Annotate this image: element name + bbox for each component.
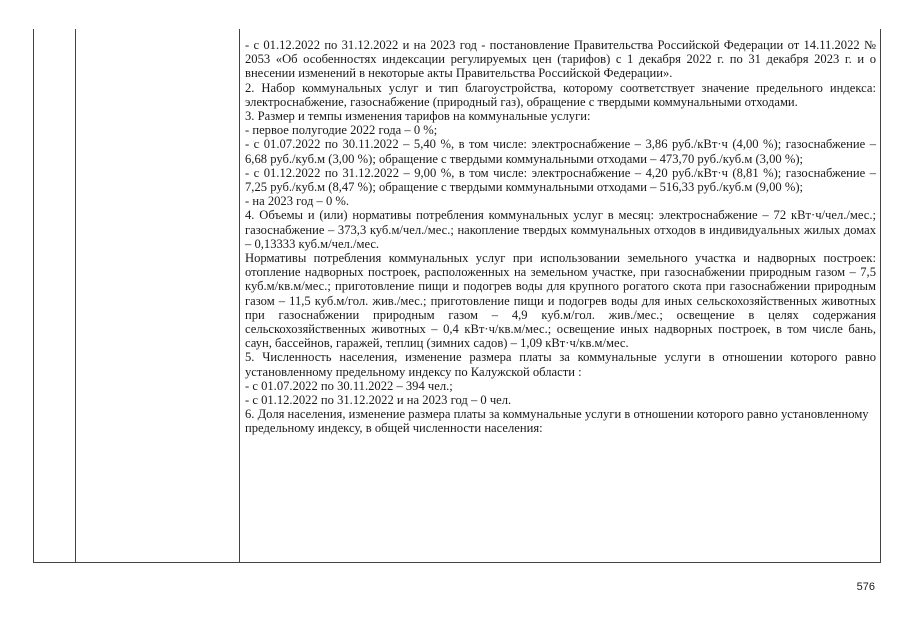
- paragraph: 4. Объемы и (или) нормативы потребления коммунальных услуг в месяц: электроснабжение – 72 кВт·ч/чел./мес.; газоснабжение – 373,3 куб.м/чел./мес.; накопление твердых коммунальных отходов в индивидуальных жилых домах – 0,13333 куб.м/чел./мес.: [245, 208, 876, 251]
- page-number: 576: [856, 581, 875, 593]
- column-divider: [239, 29, 240, 562]
- content-cell: [245, 38, 876, 436]
- document-table: [33, 29, 881, 563]
- paragraph: - на 2023 год – 0 %.: [245, 194, 350, 209]
- paragraph: - с 01.12.2022 по 31.12.2022 и на 2023 год - постановление Правительства Российской Федерации от 14.11.2022 № 2053 «Об особенностях индексации регулируемых цен (тарифов) с 1 декабря 2022 г. по 31 декабря 2023 г. и о внесении изменений в некоторые акты Правительства Российской Федерации».: [245, 38, 876, 81]
- paragraph: 6. Доля населения, изменение размера платы за коммунальные услуги в отношении которого равно установленному предельному индексу, в общей численности населения:: [245, 407, 869, 436]
- paragraph: 2. Набор коммунальных услуг и тип благоустройства, которому соответствует значение предельного индекса: электроснабжение, газоснабжение (природный газ), обращение с твердыми коммунальными отходами.: [245, 80, 876, 109]
- paragraph: 3. Размер и темпы изменения тарифов на коммунальные услуги:: [245, 109, 591, 124]
- column-divider: [75, 29, 76, 562]
- paragraph: Нормативы потребления коммунальных услуг при использовании земельного участка и надворных построек: отопление надворных построек, расположенных на земельном участке, при газоснабжении природным газом – 7,5 куб.м/кв.м/мес.; приготовление пищи и подогрев воды для крупного рогатого скота при газоснабжении природным газом – 11,5 куб.м/гол. жив./мес.; приготовление пищи и подогрев воды для иных сельскохозяйственных животных при газоснабжении природным газом – 4,9 куб.м/гол. жив./мес.; освещение в целях содержания сельскохозяйственных животных – 0,4 кВт·ч/кв.м/мес.; освещение иных надворных построек, в том числе бань, саун, бассейнов, гаражей, теплиц (зимних садов) – 1,09 кВт·ч/кв.м/мес.: [245, 251, 876, 351]
- paragraph: - первое полугодие 2022 года – 0 %;: [245, 123, 438, 138]
- paragraph: - с 01.12.2022 по 31.12.2022 и на 2023 год – 0 чел.: [245, 393, 512, 408]
- paragraph: - с 01.07.2022 по 30.11.2022 – 5,40 %, в том числе: электроснабжение – 3,86 руб./кВт·ч (4,00 %); газоснабжение – 6,68 руб./куб.м (3,00 %); обращение с твердыми коммунальными отходами – 473,70 руб./куб.м (3,00 %);: [245, 137, 876, 166]
- paragraph: 5. Численность населения, изменение размера платы за коммунальные услуги в отношении которого равно установленному предельному индексу по Калужской области :: [245, 350, 876, 379]
- paragraph: - с 01.12.2022 по 31.12.2022 – 9,00 %, в том числе: электроснабжение – 4,20 руб./кВт·ч (8,81 %); газоснабжение – 7,25 руб./куб.м (8,47 %); обращение с твердыми коммунальными отходами – 516,33 руб./куб.м (9,00 %);: [245, 165, 876, 195]
- paragraph: - с 01.07.2022 по 30.11.2022 – 394 чел.;: [245, 378, 453, 393]
